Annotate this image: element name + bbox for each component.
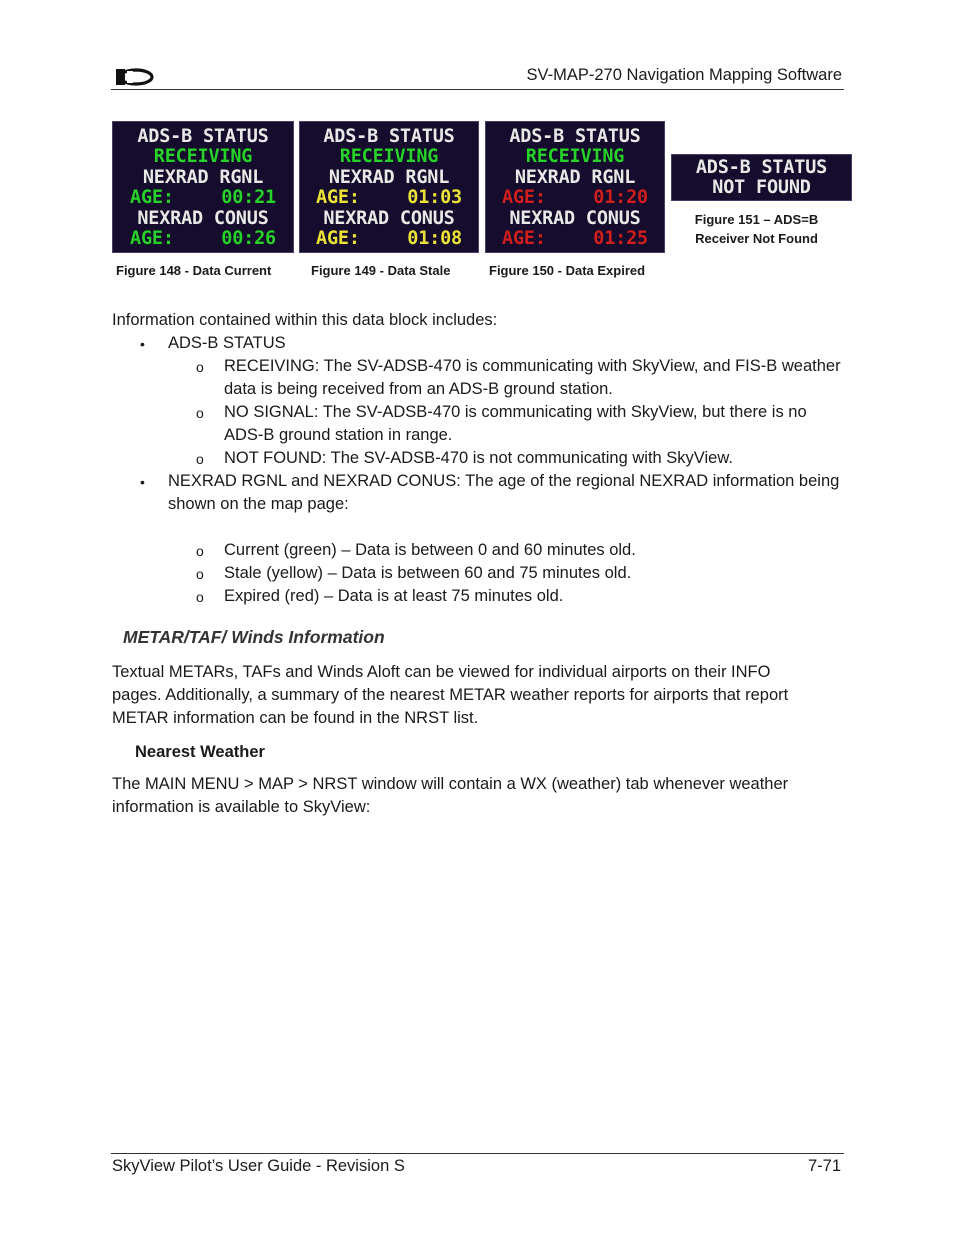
conus-age-value: 01:08	[407, 227, 462, 249]
ads-b-status-label: ADS-B STATUS	[695, 157, 828, 178]
sub-no-signal-line2: ADS-B ground station in range.	[224, 426, 453, 444]
ads-b-status-value: RECEIVING	[153, 146, 253, 168]
sub-not-found: NOT FOUND: The SV-ADSB-470 is not communicating with SkyView.	[224, 449, 733, 467]
bullet-marker: •	[140, 474, 145, 490]
figure-148-caption: Figure 148 - Data Current	[116, 263, 272, 278]
bullet-marker: •	[140, 336, 145, 352]
figure-151-caption-line2: Receiver Not Found	[695, 231, 818, 246]
footer-guide-title: SkyView Pilot’s User Guide - Revision S	[112, 1157, 405, 1175]
conus-age-row	[502, 229, 648, 248]
conus-age-row	[130, 229, 276, 248]
para-metar-line3: METAR information can be found in the NRST list.	[112, 709, 479, 727]
nexrad-rgnl-label: NEXRAD RGNL	[142, 166, 264, 188]
sub-bullet-marker: o	[196, 359, 204, 375]
ads-b-status-value: RECEIVING	[525, 146, 625, 168]
section-heading-nearest-weather: Nearest Weather	[135, 743, 265, 761]
ads-b-status-value: RECEIVING	[339, 146, 439, 168]
sub-bullet-marker: o	[196, 405, 204, 421]
sub-stale: Stale (yellow) – Data is between 60 and 75 minutes old.	[224, 564, 632, 582]
rgnl-age-value: 01:03	[407, 187, 462, 209]
rgnl-age-label: AGE:	[316, 187, 360, 209]
figure-150-panel	[485, 121, 665, 253]
para-nearest-line1: The MAIN MENU > MAP > NRST window will contain a WX (weather) tab whenever weather	[112, 775, 789, 793]
sub-bullet-marker: o	[196, 566, 204, 582]
rgnl-age-row	[316, 188, 462, 207]
bullet-nexrad-line1: NEXRAD RGNL and NEXRAD CONUS: The age of the regional NEXRAD information being	[168, 472, 840, 490]
para-metar-line2: pages. Additionally, a summary of the nearest METAR weather reports for airports that report	[112, 686, 789, 704]
nexrad-conus-label: NEXRAD CONUS	[137, 207, 269, 229]
conus-age-value: 01:25	[593, 227, 648, 249]
rgnl-age-label: AGE:	[502, 187, 546, 209]
figure-151-caption-line1: Figure 151 – ADS=B	[694, 212, 819, 227]
rgnl-age-label: AGE:	[130, 187, 174, 209]
nexrad-rgnl-label: NEXRAD RGNL	[514, 166, 636, 188]
ads-b-status-label: ADS-B STATUS	[509, 126, 641, 147]
sub-expired: Expired (red) – Data is at least 75 minutes old.	[224, 587, 564, 605]
nexrad-conus-label: NEXRAD CONUS	[509, 207, 641, 229]
header-title: SV-MAP-270 Navigation Mapping Software	[526, 66, 842, 84]
rgnl-age-row	[502, 188, 648, 207]
ads-b-status-value: NOT FOUND	[712, 177, 811, 198]
sub-bullet-marker: o	[196, 543, 204, 559]
bullet-ads-b-status: ADS-B STATUS	[168, 334, 286, 352]
figure-150-caption: Figure 150 - Data Expired	[489, 263, 646, 278]
nexrad-rgnl-label: NEXRAD RGNL	[328, 166, 450, 188]
figure-149-caption: Figure 149 - Data Stale	[311, 263, 451, 278]
header-rule	[111, 89, 844, 90]
dynon-logo-icon	[111, 66, 155, 88]
section-heading-metar: METAR/TAF/ Winds Information	[123, 627, 385, 647]
conus-age-row	[316, 229, 462, 248]
sub-bullet-marker: o	[196, 589, 204, 605]
para-metar-line1: Textual METARs, TAFs and Winds Aloft can be viewed for individual airports on their INFO	[112, 663, 771, 681]
figure-151-caption	[671, 210, 842, 248]
para-nearest-line2: information is available to SkyView:	[112, 798, 371, 816]
bullet-nexrad-line2: shown on the map page:	[168, 495, 349, 513]
footer-rule	[111, 1153, 844, 1154]
rgnl-age-value: 00:21	[221, 187, 276, 209]
figure-151-panel	[671, 154, 852, 201]
ads-b-status-label: ADS-B STATUS	[323, 126, 455, 147]
conus-age-label: AGE:	[316, 227, 360, 249]
conus-age-label: AGE:	[502, 227, 546, 249]
sub-no-signal-line1: NO SIGNAL: The SV-ADSB-470 is communicating with SkyView, but there is no	[224, 403, 807, 421]
ads-b-status-label: ADS-B STATUS	[137, 126, 269, 147]
figure-149-panel	[299, 121, 479, 253]
sub-receiving-line2: data is being received from an ADS-B ground station.	[224, 380, 613, 398]
sub-receiving-line1: RECEIVING: The SV-ADSB-470 is communicating with SkyView, and FIS-B weather	[224, 357, 841, 375]
conus-age-value: 00:26	[221, 227, 276, 249]
rgnl-age-row	[130, 188, 276, 207]
conus-age-label: AGE:	[130, 227, 174, 249]
rgnl-age-value: 01:20	[593, 187, 648, 209]
footer-page-number: 7-71	[807, 1157, 841, 1175]
sub-current: Current (green) – Data is between 0 and 60 minutes old.	[224, 541, 636, 559]
intro-text: Information contained within this data block includes:	[112, 311, 498, 329]
nexrad-conus-label: NEXRAD CONUS	[323, 207, 455, 229]
sub-bullet-marker: o	[196, 451, 204, 467]
figure-148-panel	[112, 121, 294, 253]
